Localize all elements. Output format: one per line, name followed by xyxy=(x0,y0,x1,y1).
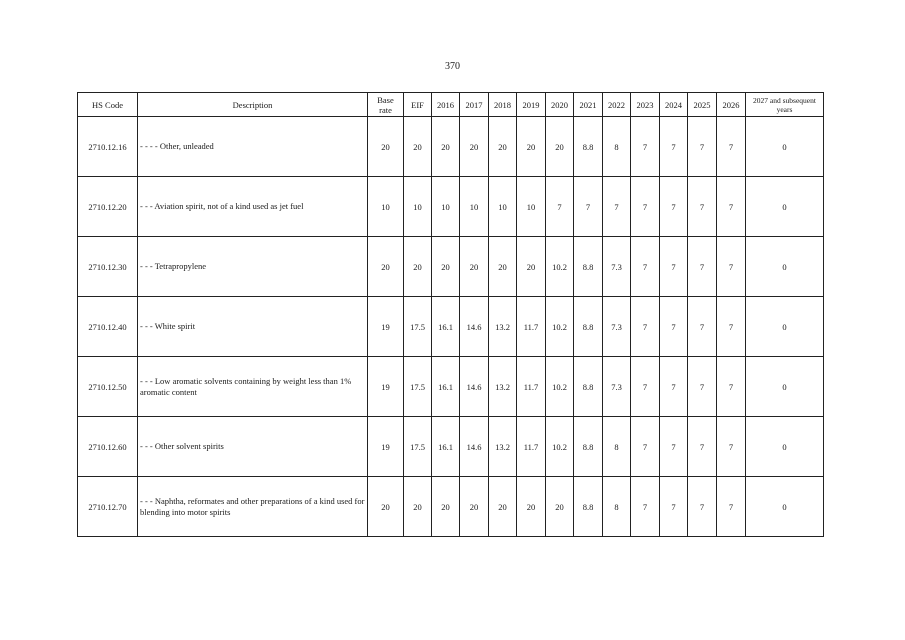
header-2019: 2019 xyxy=(517,93,546,117)
rate-cell: 20 xyxy=(460,477,489,537)
rate-cell: 20 xyxy=(517,477,546,537)
rate-cell: 10 xyxy=(460,177,489,237)
rate-cell: 7 xyxy=(717,417,746,477)
rate-cell: 20 xyxy=(404,237,432,297)
rate-cell: 0 xyxy=(746,237,824,297)
rate-cell: 7 xyxy=(660,177,688,237)
rate-cell: 10.2 xyxy=(546,357,574,417)
rate-cell: 7 xyxy=(660,117,688,177)
rate-cell: 16.1 xyxy=(432,297,460,357)
hs-code-cell: 2710.12.70 xyxy=(78,477,138,537)
rate-cell: 10 xyxy=(517,177,546,237)
header-2026: 2026 xyxy=(717,93,746,117)
rate-cell: 10 xyxy=(489,177,517,237)
header-2023: 2023 xyxy=(631,93,660,117)
rate-cell: 20 xyxy=(368,477,404,537)
rate-cell: 7 xyxy=(717,237,746,297)
rate-cell: 20 xyxy=(432,237,460,297)
rate-cell: 19 xyxy=(368,417,404,477)
rate-cell: 7 xyxy=(660,417,688,477)
rate-cell: 0 xyxy=(746,177,824,237)
rate-cell: 20 xyxy=(546,477,574,537)
rate-cell: 19 xyxy=(368,297,404,357)
rate-cell: 8 xyxy=(603,117,631,177)
rate-cell: 7 xyxy=(688,297,717,357)
table-row xyxy=(78,417,824,477)
rate-cell: 10 xyxy=(404,177,432,237)
rate-cell: 14.6 xyxy=(460,297,489,357)
rate-cell: 17.5 xyxy=(404,417,432,477)
rate-cell: 7 xyxy=(603,177,631,237)
hs-code-cell: 2710.12.16 xyxy=(78,117,138,177)
rate-cell: 7.3 xyxy=(603,297,631,357)
hs-code-cell: 2710.12.20 xyxy=(78,177,138,237)
header-2021: 2021 xyxy=(574,93,603,117)
description-cell: - - - Tetrapropylene xyxy=(138,237,368,297)
rate-cell: 10 xyxy=(368,177,404,237)
rate-cell: 8.8 xyxy=(574,357,603,417)
rate-cell: 17.5 xyxy=(404,357,432,417)
rate-cell: 7 xyxy=(660,477,688,537)
rate-cell: 10.2 xyxy=(546,297,574,357)
rate-cell: 14.6 xyxy=(460,357,489,417)
description-cell: - - - Other solvent spirits xyxy=(138,417,368,477)
table-row xyxy=(78,357,824,417)
table-row xyxy=(78,117,824,177)
rate-cell: 7 xyxy=(631,177,660,237)
rate-cell: 7 xyxy=(574,177,603,237)
rate-cell: 7 xyxy=(631,417,660,477)
rate-cell: 7 xyxy=(660,357,688,417)
page-number: 370 xyxy=(445,61,460,72)
rate-cell: 11.7 xyxy=(517,357,546,417)
rate-cell: 20 xyxy=(489,117,517,177)
header-2016: 2016 xyxy=(432,93,460,117)
rate-cell: 7.3 xyxy=(603,357,631,417)
rate-cell: 7 xyxy=(717,117,746,177)
rate-cell: 7 xyxy=(660,297,688,357)
header-2018: 2018 xyxy=(489,93,517,117)
rate-cell: 20 xyxy=(489,237,517,297)
rate-cell: 8.8 xyxy=(574,117,603,177)
rate-cell: 0 xyxy=(746,417,824,477)
header-description: Description xyxy=(138,93,368,117)
table-row xyxy=(78,477,824,537)
rate-cell: 13.2 xyxy=(489,417,517,477)
rate-cell: 0 xyxy=(746,357,824,417)
rate-cell: 20 xyxy=(368,117,404,177)
rate-cell: 8 xyxy=(603,477,631,537)
description-cell: - - - Aviation spirit, not of a kind used as jet fuel xyxy=(138,177,368,237)
description-cell: - - - Low aromatic solvents containing by weight less than 1% aromatic content xyxy=(138,357,368,417)
rate-cell: 13.2 xyxy=(489,357,517,417)
header-base-rate: Base rate xyxy=(368,93,404,117)
rate-cell: 0 xyxy=(746,117,824,177)
rate-cell: 8.8 xyxy=(574,477,603,537)
rate-cell: 7 xyxy=(546,177,574,237)
rate-cell: 7 xyxy=(688,357,717,417)
rate-cell: 13.2 xyxy=(489,297,517,357)
rate-cell: 7 xyxy=(631,357,660,417)
header-2020: 2020 xyxy=(546,93,574,117)
description-cell: - - - Naphtha, reformates and other preparations of a kind used for blending into motor spirits xyxy=(138,477,368,537)
rate-cell: 10.2 xyxy=(546,237,574,297)
rate-cell: 7 xyxy=(717,297,746,357)
rate-cell: 16.1 xyxy=(432,357,460,417)
description-cell: - - - - Other, unleaded xyxy=(138,117,368,177)
hs-code-cell: 2710.12.30 xyxy=(78,237,138,297)
rate-cell: 20 xyxy=(432,117,460,177)
rate-cell: 20 xyxy=(404,117,432,177)
rate-cell: 7 xyxy=(631,117,660,177)
rate-cell: 10 xyxy=(432,177,460,237)
table-row xyxy=(78,237,824,297)
rate-cell: 8.8 xyxy=(574,237,603,297)
rate-cell: 20 xyxy=(546,117,574,177)
hs-code-cell: 2710.12.50 xyxy=(78,357,138,417)
rate-cell: 7 xyxy=(631,297,660,357)
rate-cell: 20 xyxy=(517,237,546,297)
rate-cell: 20 xyxy=(368,237,404,297)
table-header-row xyxy=(78,93,824,117)
hs-code-cell: 2710.12.60 xyxy=(78,417,138,477)
rate-cell: 7.3 xyxy=(603,237,631,297)
rate-cell: 7 xyxy=(717,477,746,537)
rate-cell: 16.1 xyxy=(432,417,460,477)
rate-cell: 20 xyxy=(517,117,546,177)
rate-cell: 7 xyxy=(688,417,717,477)
rate-cell: 8.8 xyxy=(574,417,603,477)
rate-cell: 10.2 xyxy=(546,417,574,477)
table-body xyxy=(78,117,824,537)
rate-cell: 7 xyxy=(688,477,717,537)
header-2025: 2025 xyxy=(688,93,717,117)
rate-cell: 20 xyxy=(460,117,489,177)
hs-code-cell: 2710.12.40 xyxy=(78,297,138,357)
table-row xyxy=(78,177,824,237)
header-2027-and-subsequent-years: 2027 and subsequent years xyxy=(746,93,824,117)
rate-cell: 20 xyxy=(432,477,460,537)
header-hs-code: HS Code xyxy=(78,93,138,117)
rate-cell: 11.7 xyxy=(517,297,546,357)
table-row xyxy=(78,297,824,357)
rate-cell: 20 xyxy=(404,477,432,537)
header-eif: EIF xyxy=(404,93,432,117)
header-2017: 2017 xyxy=(460,93,489,117)
rate-cell: 7 xyxy=(631,477,660,537)
rate-cell: 7 xyxy=(660,237,688,297)
rate-cell: 7 xyxy=(688,117,717,177)
rate-cell: 0 xyxy=(746,297,824,357)
rate-cell: 7 xyxy=(688,237,717,297)
rate-cell: 7 xyxy=(717,177,746,237)
rate-cell: 8.8 xyxy=(574,297,603,357)
rate-cell: 14.6 xyxy=(460,417,489,477)
rate-cell: 8 xyxy=(603,417,631,477)
rate-cell: 11.7 xyxy=(517,417,546,477)
rate-cell: 7 xyxy=(631,237,660,297)
header-2024: 2024 xyxy=(660,93,688,117)
rate-cell: 19 xyxy=(368,357,404,417)
rate-cell: 7 xyxy=(688,177,717,237)
rate-cell: 20 xyxy=(460,237,489,297)
header-2022: 2022 xyxy=(603,93,631,117)
tariff-schedule-table xyxy=(77,92,824,537)
rate-cell: 0 xyxy=(746,477,824,537)
description-cell: - - - White spirit xyxy=(138,297,368,357)
rate-cell: 7 xyxy=(717,357,746,417)
rate-cell: 20 xyxy=(489,477,517,537)
rate-cell: 17.5 xyxy=(404,297,432,357)
